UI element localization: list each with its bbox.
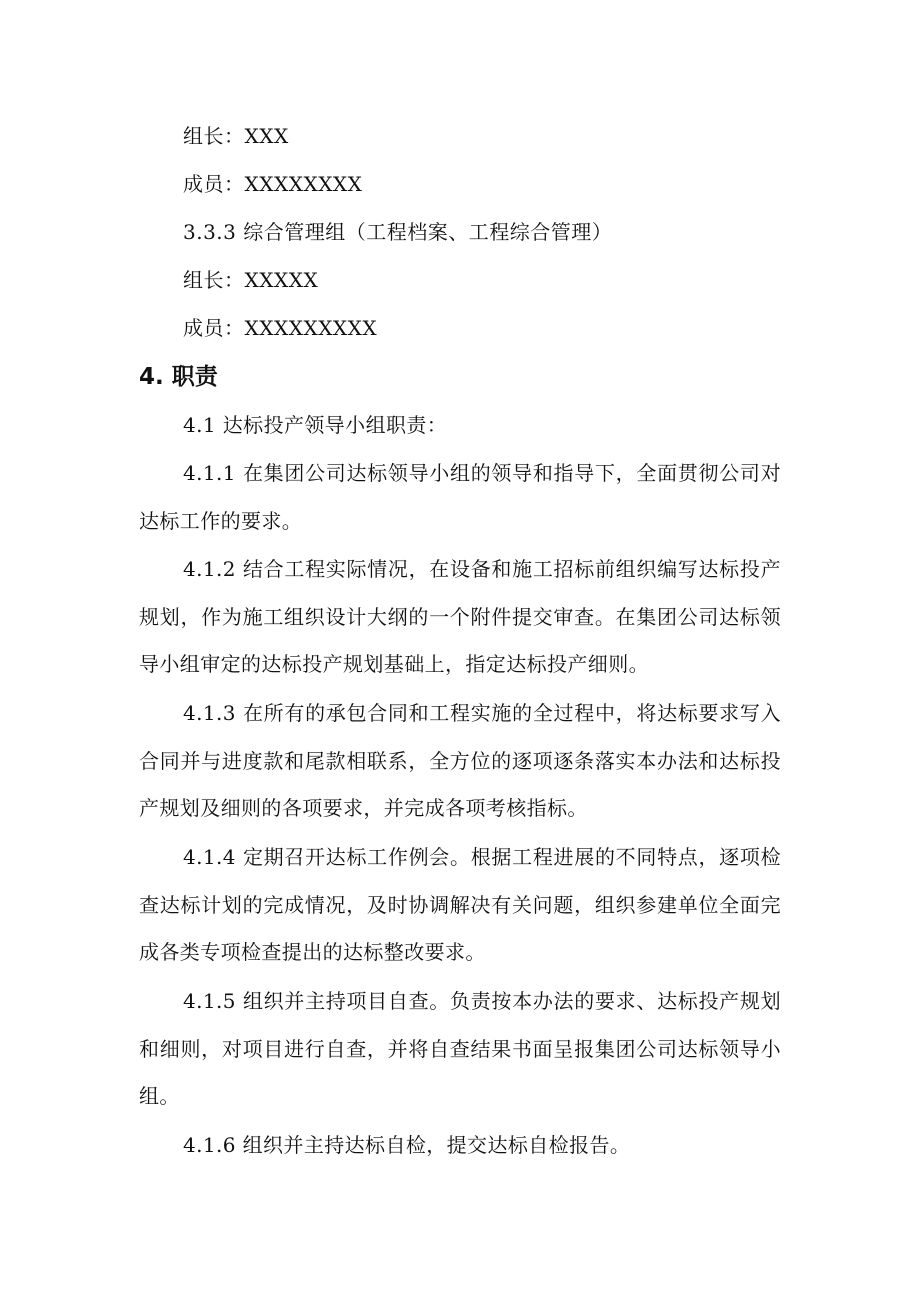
paragraph-4-1-2: 4.1.2 结合工程实际情况，在设备和施工招标前组织编写达标投产规划，作为施工组织设计大纲的一个附件提交审查。在集团公司达标领导小组审定的达标投产规划基础上，指定达标投产细则。	[139, 557, 781, 676]
paragraph-4-1-5: 4.1.5 组织并主持项目自查。负责按本办法的要求、达标投产规划和细则，对项目进行自查，并将自查结果书面呈报集团公司达标领导小组。	[139, 989, 781, 1108]
group-members-line: 成员：XXXXXXXX	[183, 172, 363, 196]
paragraph-4-1-4: 4.1.4 定期召开达标工作例会。根据工程进展的不同特点，逐项检查达标计划的完成情况，及时协调解决有关问题，组织参建单位全面完成各类专项检查提出的达标整改要求。	[139, 845, 781, 964]
paragraph-4-1: 4.1 达标投产领导小组职责：	[183, 413, 448, 437]
section-3-3-3-title: 3.3.3 综合管理组（工程档案、工程综合管理）	[183, 220, 613, 244]
paragraph-4-1-3: 4.1.3 在所有的承包合同和工程实施的全过程中，将达标要求写入合同并与进度款和尾款相联系，全方位的逐项逐条落实本办法和达标投产规划及细则的各项要求，并完成各项考核指标。	[139, 701, 781, 820]
paragraph-4-1-1: 4.1.1 在集团公司达标领导小组的领导和指导下，全面贯彻公司对达标工作的要求。	[139, 461, 781, 533]
group-members-line-2: 成员：XXXXXXXXX	[183, 316, 378, 340]
section-4-heading: 4. 职责	[139, 364, 218, 390]
group-leader-line-2: 组长：XXXXX	[183, 268, 319, 292]
group-leader-line: 组长：XXX	[183, 124, 289, 148]
paragraph-4-1-6: 4.1.6 组织并主持达标自检，提交达标自检报告。	[183, 1133, 631, 1157]
